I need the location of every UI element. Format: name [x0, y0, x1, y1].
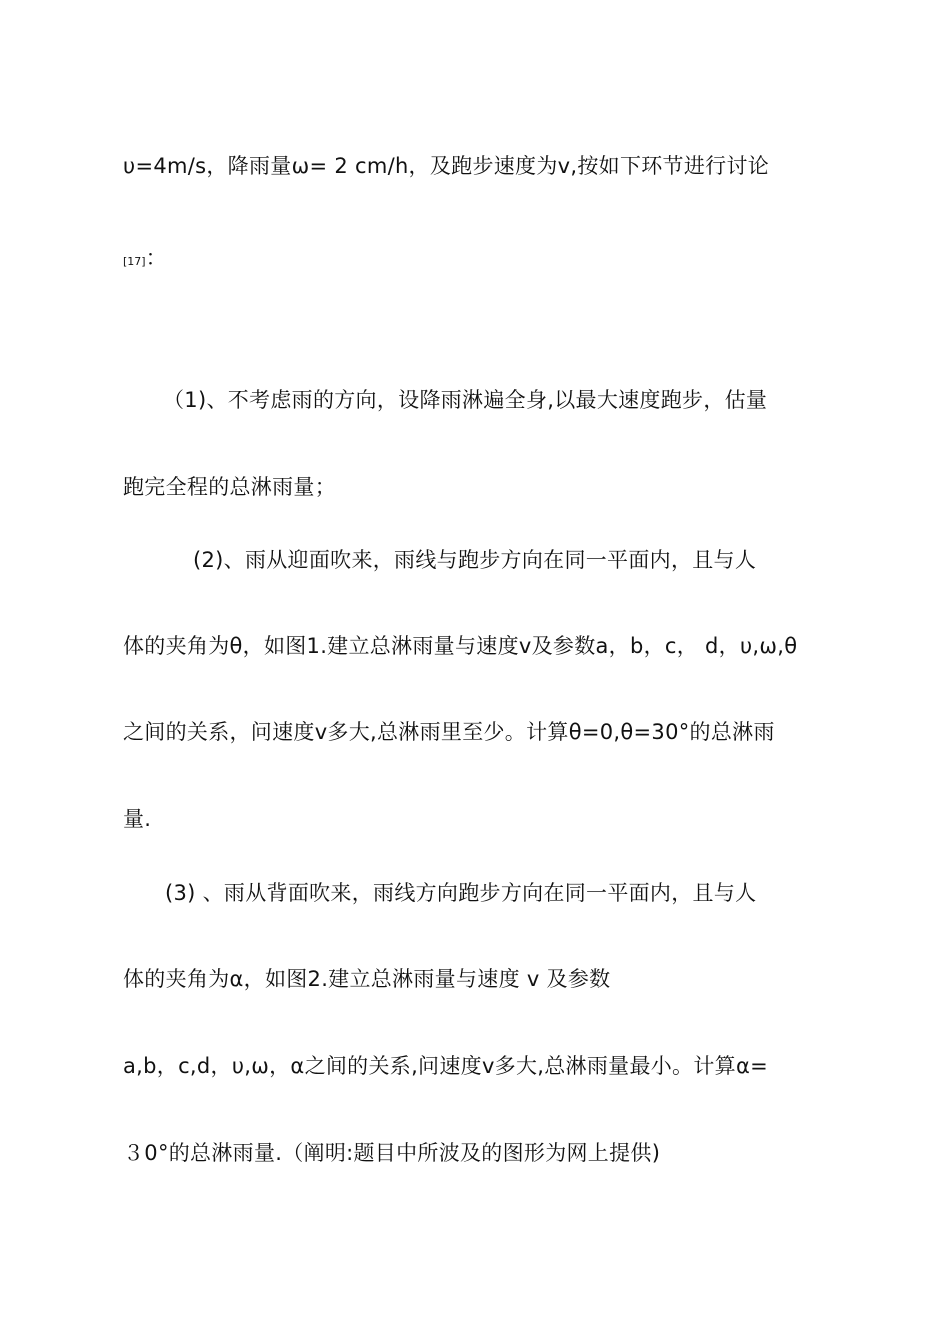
p1-line-1: （1)、不考虑雨的方向，设降雨淋遍全身,以最大速度跑步，估量 — [163, 388, 768, 412]
p2-line-1: (2)、雨从迎面吹来，雨线与跑步方向在同一平面内，且与人 — [193, 548, 757, 572]
intro-line-1: υ=4m/s，降雨量ω= 2 cm/h，及跑步速度为v,按如下环节进行讨论 — [123, 154, 770, 178]
p2-line-2: 体的夹角为θ，如图1.建立总淋雨量与速度v及参数a，b，c， d，υ,ω,θ — [123, 634, 798, 658]
citation-ref: [17] — [123, 255, 146, 268]
p2-line-3: 之间的关系，问速度v多大,总淋雨里至少。计算θ=0,θ=30°的总淋雨 — [123, 720, 775, 744]
intro-line-2 — [123, 244, 167, 276]
p2-line-4: 量. — [123, 807, 152, 831]
citation-colon: ： — [145, 246, 167, 270]
p3-line-4: ３0°的总淋雨量.（阐明:题目中所波及的图形为网上提供) — [123, 1141, 661, 1165]
p3-line-1: (3) 、雨从背面吹来，雨线方向跑步方向在同一平面内，且与人 — [165, 881, 757, 905]
p3-line-2: 体的夹角为α，如图2.建立总淋雨量与速度 v 及参数 — [123, 967, 611, 991]
p3-line-3: a,b，c,d，υ,ω，α之间的关系,问速度v多大,总淋雨量最小。计算α= — [123, 1054, 768, 1078]
p1-line-2: 跑完全程的总淋雨量； — [123, 475, 336, 499]
